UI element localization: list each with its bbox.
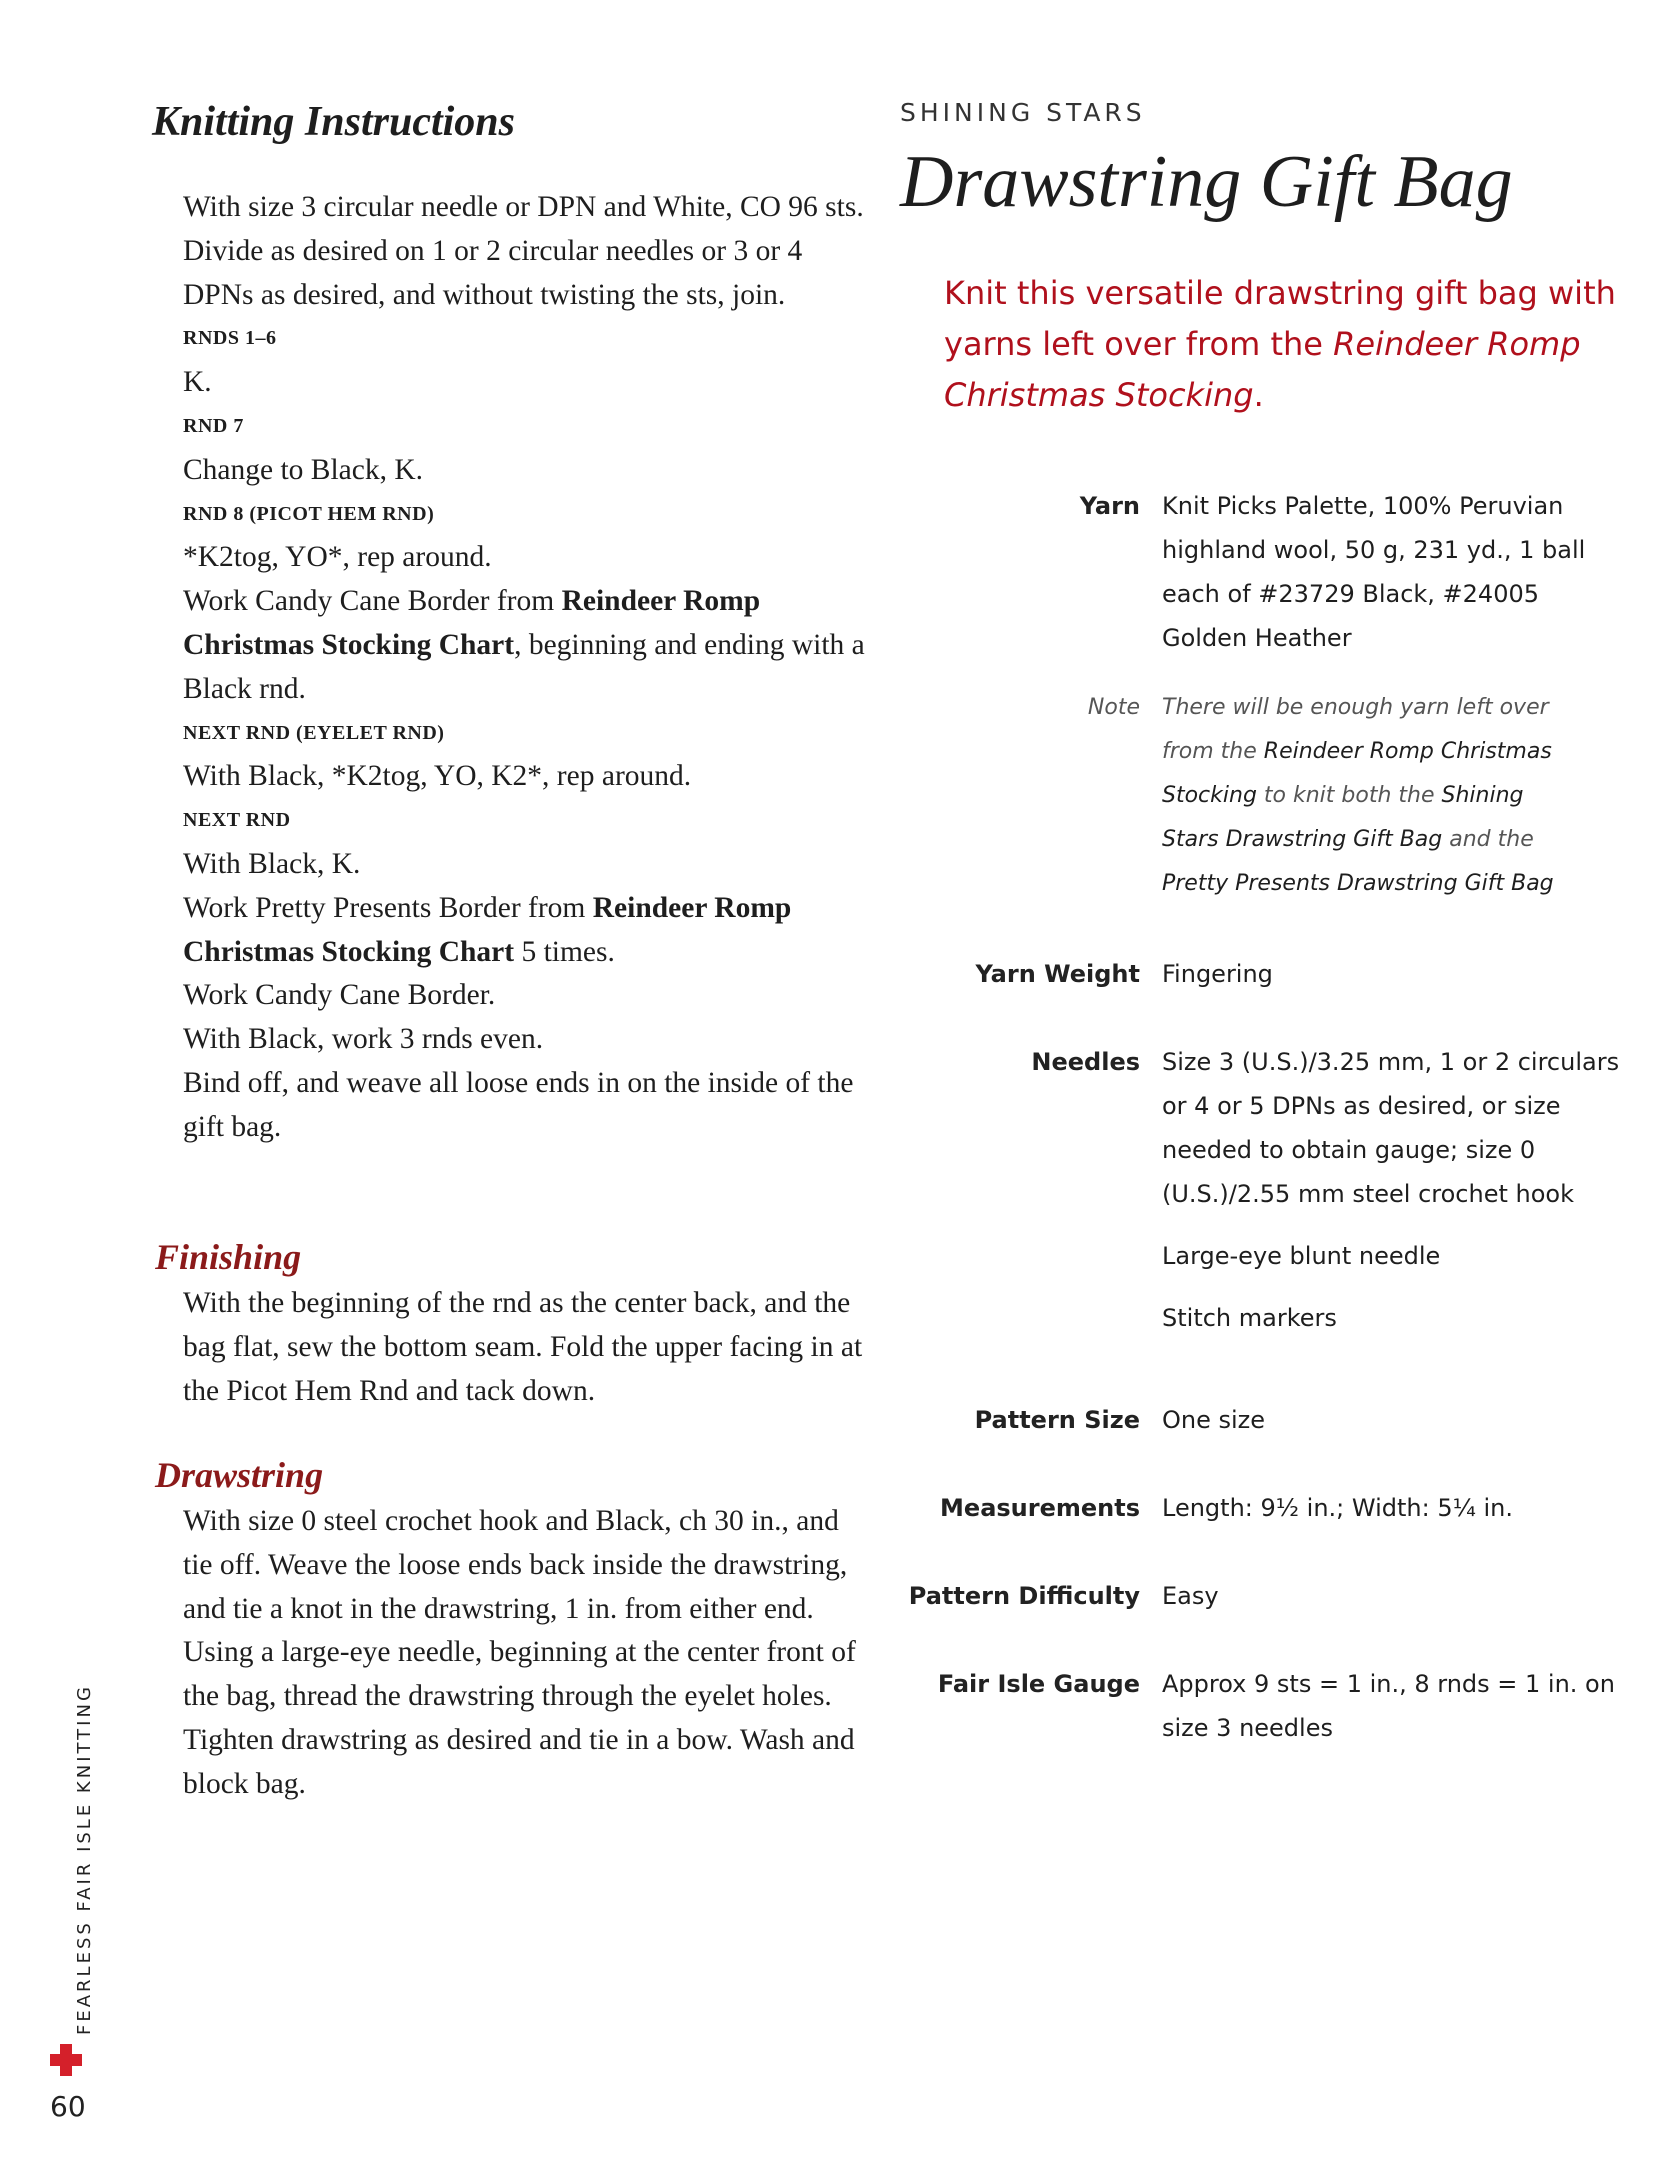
page-number: 60 bbox=[50, 2090, 86, 2123]
instruction-step: *K2tog, YO*, rep around. bbox=[183, 541, 492, 574]
instruction-text: Work Candy Cane Border from bbox=[183, 585, 562, 618]
note-reference: Reindeer Romp Christmas Stocking bbox=[1162, 739, 1552, 808]
round-label: RNDS 1–6 bbox=[183, 327, 277, 350]
drawstring-text bbox=[183, 1500, 873, 1807]
intro-reference: Reindeer Romp Christmas Stocking bbox=[944, 325, 1581, 414]
knitting-instructions bbox=[183, 186, 873, 1150]
instruction-step: Bind off, and weave all loose ends in on the inside of the gift bag. bbox=[183, 1066, 854, 1143]
instruction-step: K. bbox=[183, 366, 212, 399]
spec-label: Yarn bbox=[1079, 492, 1140, 520]
instruction-text: Work Pretty Presents Border from bbox=[183, 891, 593, 924]
red-cross-icon bbox=[48, 2042, 84, 2078]
round-label: RND 7 bbox=[183, 414, 244, 437]
instruction-text: , beginning and ending with a Black rnd. bbox=[183, 628, 865, 705]
spec-value-line: Knit Picks Palette, 100% Peruvian highland wool, 50 g, 231 yd., 1 ball each of #23729 Black, #24005 Golden Heather bbox=[1162, 492, 1586, 652]
spec-label: Yarn Weight bbox=[975, 960, 1140, 988]
note-segment: to knit both the bbox=[1256, 783, 1442, 808]
finishing-heading: Finishing bbox=[155, 1237, 302, 1277]
drawstring-paragraph: With size 0 steel crochet hook and Black, ch 30 in., and tie off. Weave the loose ends back inside the drawstring, and tie a knot in the drawstring, 1 in. from either end. Using a large-eye needle, beginning at the center front of the bag, thread the drawstring through the eyelet holes. Tighten drawstring as desired and tie in a bow. Wash and block bag. bbox=[183, 1505, 856, 1800]
spec-label: Pattern Difficulty bbox=[908, 1582, 1140, 1610]
spec-value-line: Approx 9 sts = 1 in., 8 rnds = 1 in. on size 3 needles bbox=[1162, 1670, 1615, 1742]
round-label: NEXT RND (EYELET RND) bbox=[183, 721, 445, 744]
note-reference: Shining Stars Drawstring Gift Bag bbox=[1162, 783, 1524, 852]
note-segment: There will be enough yarn left over from the bbox=[1162, 695, 1549, 764]
spec-value bbox=[1162, 1398, 1622, 1442]
note-reference: Pretty Presents Drawstring Gift Bag bbox=[1162, 871, 1554, 896]
instruction-step: With Black, *K2tog, YO, K2*, rep around. bbox=[183, 760, 692, 793]
pattern-title: Drawstring Gift Bag bbox=[900, 141, 1513, 223]
chart-reference: Reindeer Romp Christmas Stocking Chart bbox=[183, 585, 761, 661]
spec-value bbox=[1162, 484, 1622, 660]
instruction-step bbox=[183, 580, 873, 711]
spec-label: Fair Isle Gauge bbox=[937, 1670, 1140, 1698]
knitting-instructions-heading: Knitting Instructions bbox=[152, 99, 516, 145]
finishing-paragraph: With the beginning of the rnd as the center back, and the bag flat, sew the bottom seam. Fold the upper facing in at the Picot Hem Rnd and tack down. bbox=[183, 1287, 863, 1407]
finishing-text bbox=[183, 1282, 873, 1413]
intro-segment: . bbox=[1253, 376, 1264, 414]
spec-value bbox=[1162, 1574, 1622, 1618]
instruction-step bbox=[183, 887, 873, 975]
note-segment: and the bbox=[1442, 827, 1534, 852]
spec-value-line: Easy bbox=[1162, 1582, 1219, 1610]
instruction-text: 5 times. bbox=[514, 935, 615, 968]
spec-value-line: Stitch markers bbox=[1162, 1304, 1337, 1332]
spec-value-line: One size bbox=[1162, 1406, 1266, 1434]
spec-label: Pattern Size bbox=[974, 1406, 1140, 1434]
drawstring-heading: Drawstring bbox=[155, 1455, 324, 1495]
spec-label: Measurements bbox=[940, 1494, 1140, 1522]
spec-label: Needles bbox=[1031, 1048, 1140, 1076]
book-title-side-tab: FEARLESS FAIR ISLE KNITTING bbox=[74, 1684, 95, 2035]
round-label: NEXT RND bbox=[183, 809, 291, 832]
instruction-step: With Black, K. bbox=[183, 847, 361, 880]
spec-value-line: Size 3 (U.S.)/3.25 mm, 1 or 2 circulars or 4 or 5 DPNs as desired, or size needed to obtain gauge; size 0 (U.S.)/2.55 mm steel crochet hook bbox=[1162, 1048, 1620, 1208]
intro-text bbox=[944, 268, 1624, 421]
instruction-step: With Black, work 3 rnds even. bbox=[183, 1023, 544, 1056]
intro-segment: Knit this versatile drawstring gift bag with yarns left over from the bbox=[944, 274, 1616, 363]
spec-value-line: Large-eye blunt needle bbox=[1162, 1242, 1441, 1270]
instruction-step: Work Candy Cane Border. bbox=[183, 979, 496, 1012]
round-label: RND 8 (PICOT HEM RND) bbox=[183, 502, 435, 525]
spec-value bbox=[1162, 1662, 1622, 1750]
note-value bbox=[1162, 686, 1582, 906]
spec-value bbox=[1162, 1486, 1622, 1530]
chart-reference: Reindeer Romp Christmas Stocking Chart bbox=[183, 891, 792, 968]
series-label: SHINING STARS bbox=[900, 98, 1146, 127]
spec-value-line: Length: 9½ in.; Width: 5¼ in. bbox=[1162, 1494, 1513, 1522]
instruction-step: Change to Black, K. bbox=[183, 453, 424, 486]
spec-value bbox=[1162, 952, 1622, 996]
spec-value bbox=[1162, 1040, 1622, 1340]
instruction-step: With size 3 circular needle or DPN and White, CO 96 sts. Divide as desired on 1 or 2 circular needles or 3 or 4 DPNs as desired, and without twisting the sts, join. bbox=[183, 191, 864, 311]
spec-value-line: Fingering bbox=[1162, 960, 1273, 988]
spec-label: Note bbox=[1087, 695, 1140, 720]
